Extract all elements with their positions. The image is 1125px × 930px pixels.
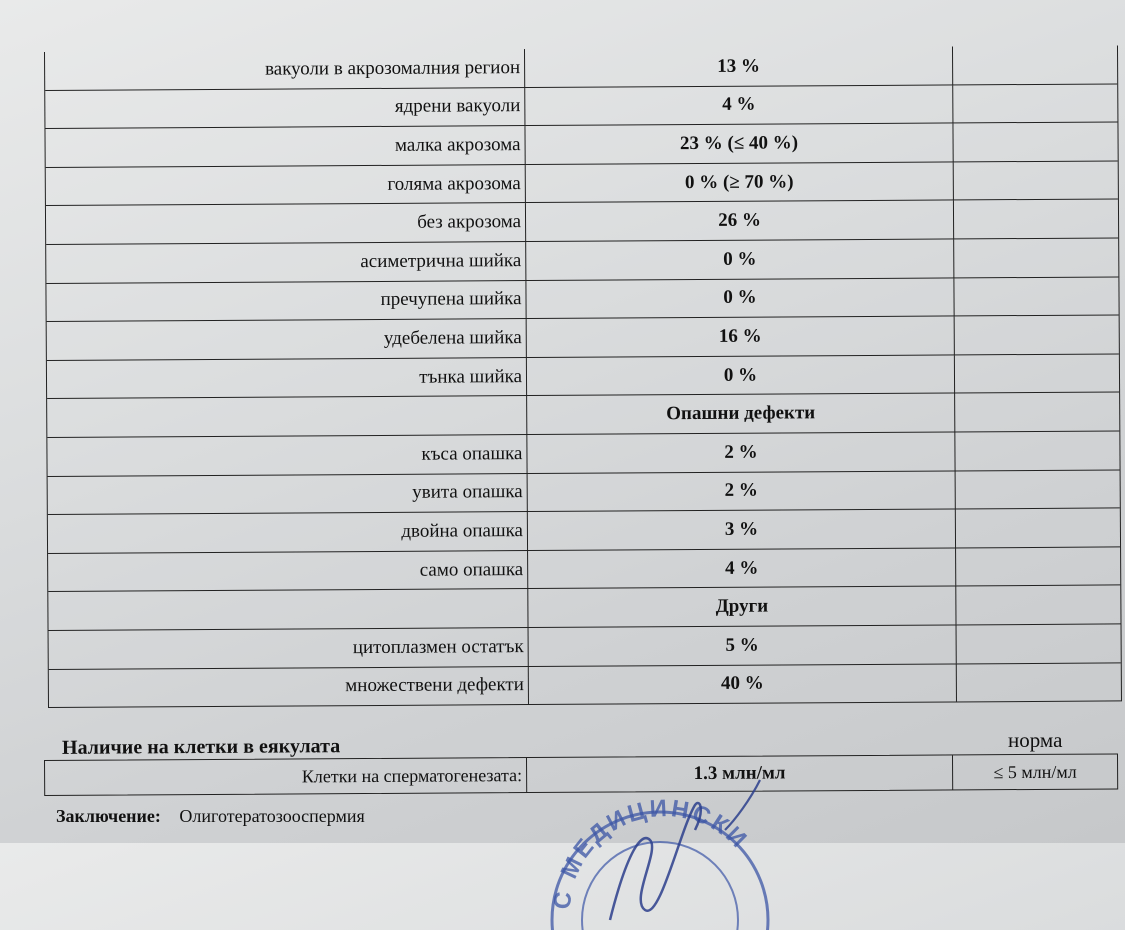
cells-value: 1.3 млн/мл bbox=[527, 755, 953, 792]
row-label: вакуоли в акрозомалния регион bbox=[45, 49, 525, 90]
conclusion-label: Заключение: bbox=[56, 806, 161, 826]
table-row bbox=[49, 663, 1121, 708]
row-value: 5 % bbox=[529, 625, 957, 665]
row-value: 2 % bbox=[528, 471, 956, 511]
row-norm bbox=[954, 161, 1114, 200]
row-label: асиметрична шийка bbox=[46, 242, 526, 283]
table-row bbox=[46, 161, 1118, 206]
table-row bbox=[45, 123, 1117, 168]
table-row bbox=[46, 200, 1118, 245]
cells-table bbox=[44, 753, 1118, 796]
row-norm bbox=[956, 547, 1116, 586]
morphology-table bbox=[44, 45, 1122, 708]
row-value: 2 % bbox=[527, 432, 955, 472]
cells-section-heading: Наличие на клетки в еякулата bbox=[61, 735, 341, 759]
row-value: 16 % bbox=[527, 317, 955, 357]
table-row bbox=[45, 84, 1117, 129]
row-label: само опашка bbox=[48, 551, 528, 592]
row-value: 13 % bbox=[525, 46, 953, 86]
row-label bbox=[48, 589, 528, 630]
row-norm bbox=[956, 470, 1116, 509]
norm-header: норма bbox=[1008, 728, 1063, 752]
row-norm bbox=[954, 277, 1114, 316]
row-norm bbox=[954, 238, 1114, 277]
section-title: Други bbox=[528, 587, 956, 627]
row-value: 0 % bbox=[526, 278, 954, 318]
row-norm bbox=[953, 45, 1113, 84]
table-row bbox=[48, 470, 1120, 515]
svg-text:С МЕДИЦИНСКИ: С МЕДИЦИНСКИ bbox=[548, 794, 754, 911]
row-norm bbox=[955, 431, 1115, 470]
conclusion bbox=[56, 806, 365, 827]
conclusion-text: Олиготератозооспермия bbox=[179, 806, 365, 826]
row-norm bbox=[957, 663, 1117, 702]
row-value: 23 % (≤ 40 %) bbox=[525, 124, 953, 164]
table-row bbox=[45, 45, 1117, 90]
row-norm bbox=[955, 316, 1115, 355]
row-label: ядрени вакуоли bbox=[45, 88, 525, 129]
row-value: 0 % (≥ 70 %) bbox=[526, 162, 954, 202]
stamp-seal-icon bbox=[530, 770, 780, 930]
cells-norm: ≤ 5 млн/мл bbox=[993, 761, 1077, 782]
table-row bbox=[46, 238, 1118, 283]
cells-label: Клетки на сперматогенезата: bbox=[45, 758, 527, 795]
row-value: 26 % bbox=[526, 201, 954, 241]
row-label: увита опашка bbox=[48, 474, 528, 515]
section-title: Опашни дефекти bbox=[527, 394, 955, 434]
row-norm bbox=[953, 123, 1113, 162]
table-row bbox=[47, 431, 1119, 476]
row-norm bbox=[953, 84, 1113, 123]
row-label: удебелена шийка bbox=[47, 319, 527, 360]
row-label: множествени дефекти bbox=[49, 667, 529, 708]
table-row bbox=[47, 354, 1119, 399]
row-label bbox=[47, 396, 527, 437]
table-row bbox=[49, 624, 1121, 669]
row-norm bbox=[956, 509, 1116, 548]
section-row-tail-defects bbox=[47, 393, 1119, 438]
row-norm bbox=[957, 624, 1117, 663]
row-value: 40 % bbox=[529, 664, 957, 704]
table-row bbox=[48, 547, 1120, 592]
row-norm bbox=[954, 200, 1114, 239]
row-norm bbox=[955, 354, 1115, 393]
row-label: пречупена шийка bbox=[46, 281, 526, 322]
row-label: тънка шийка bbox=[47, 358, 527, 399]
row-label: къса опашка bbox=[47, 435, 527, 476]
table-row bbox=[48, 509, 1120, 554]
row-value: 4 % bbox=[525, 85, 953, 125]
row-label: двойна опашка bbox=[48, 512, 528, 553]
row-value: 3 % bbox=[528, 510, 956, 550]
table-row bbox=[46, 277, 1118, 322]
row-label: без акрозома bbox=[46, 203, 526, 244]
row-value: 4 % bbox=[528, 548, 956, 588]
row-norm bbox=[955, 393, 1115, 432]
row-norm bbox=[956, 586, 1116, 625]
table-row bbox=[47, 316, 1119, 361]
section-row-other bbox=[48, 586, 1120, 631]
row-label: малка акрозома bbox=[45, 126, 525, 167]
row-value: 0 % bbox=[527, 355, 955, 395]
row-value: 0 % bbox=[526, 239, 954, 279]
row-label: голяма акрозома bbox=[46, 165, 526, 206]
row-label: цитоплазмен остатък bbox=[49, 628, 529, 669]
